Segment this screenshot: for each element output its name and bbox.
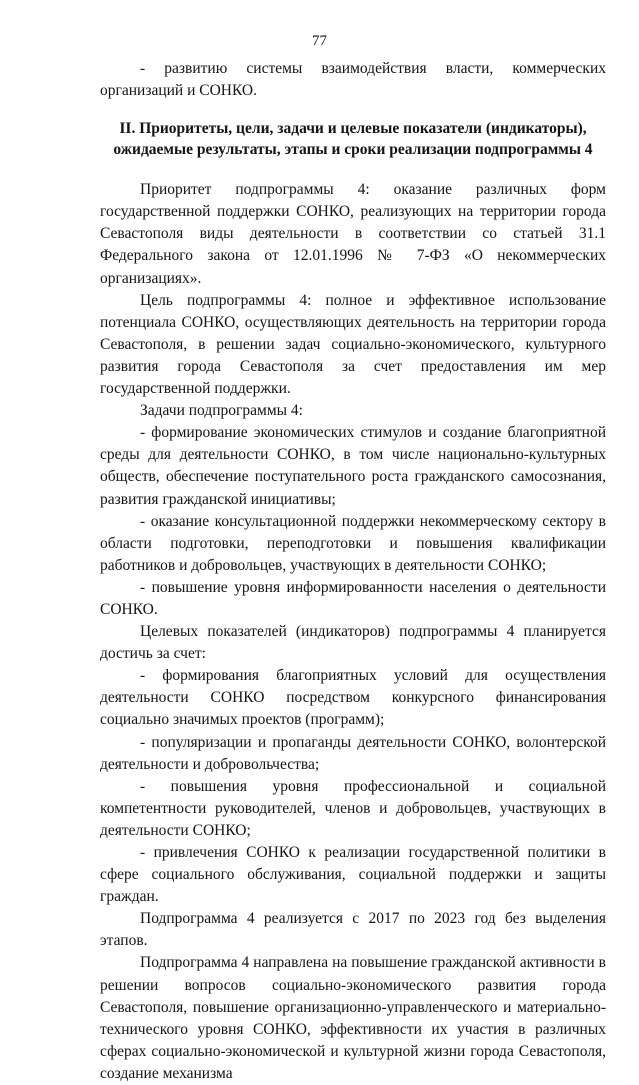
paragraph: Приоритет подпрограммы 4: оказание различных форм государственной поддержки СОНКО, реализующих на территории города Севастополя виды деятельности в соответствии со статьей 31.1 Федерального закона от 12.01.1996 № 7-ФЗ «О некоммерческих организациях». — [100, 181, 606, 287]
list-item: - популяризации и пропаганды деятельности СОНКО, волонтерской деятельности и добровольчества; — [100, 733, 606, 773]
paragraph: Целевых показателей (индикаторов) подпрограммы 4 планируется достичь за счет: — [100, 623, 606, 663]
paragraph: Цель подпрограммы 4: полное и эффективное использование потенциала СОНКО, осуществляющих деятельность на территории города Севастополя, в решении задач социально-экономического, культурного развития города Севастополя за счет предоставления им мер государственной поддержки. — [100, 291, 606, 398]
paragraph: - развитию системы взаимодействия власти, коммерческих организаций и СОНКО. — [100, 60, 606, 100]
paragraph: Задачи подпрограммы 4: — [140, 402, 303, 420]
list-item: - формирование экономических стимулов и создание благоприятной среды для деятельности СОНКО, в том числе национально-культурных обществ, обеспечение поступательного роста гражданского самосознания, развития гражданской инициативы; — [100, 424, 606, 508]
page-number: 77 — [312, 33, 327, 49]
paragraph: Подпрограмма 4 реализуется с 2017 по 2023 год без выделения этапов. — [100, 910, 606, 950]
list-item: - привлечения СОНКО к реализации государственной политики в сфере социального обслуживания, социальной поддержки и защиты граждан. — [100, 844, 606, 906]
list-item: - повышение уровня информированности населения о деятельности СОНКО. — [100, 578, 606, 618]
paragraph: Подпрограмма 4 направлена на повышение гражданской активности в решении вопросов социально-экономического развития города Севастополя, повышение организационно-управленческого и материально-технического уровня СОНКО, эффективности их участия в различных сферах социально-экономической и культурной жизни города Севастополя, создание механизма — [100, 954, 606, 1082]
section-heading: II. Приоритеты, цели, задачи и целевые показатели (индикаторы), ожидаемые результаты, этапы и сроки реализации подпрограммы 4 — [113, 120, 593, 159]
list-item: - повышения уровня профессиональной и социальной компетентности руководителей, членов и добровольцев, участвующих в деятельности СОНКО; — [100, 777, 606, 839]
list-item: - оказание консультационной поддержки некоммерческому сектору в области подготовки, переподготовки и повышения квалификации работников и добровольцев, участвующих в деятельности СОНКО; — [100, 512, 606, 574]
page-content — [100, 58, 606, 1085]
list-item: - формирования благоприятных условий для осуществления деятельности СОНКО посредством конкурсного финансирования социально значимых проектов (программ); — [100, 667, 606, 729]
